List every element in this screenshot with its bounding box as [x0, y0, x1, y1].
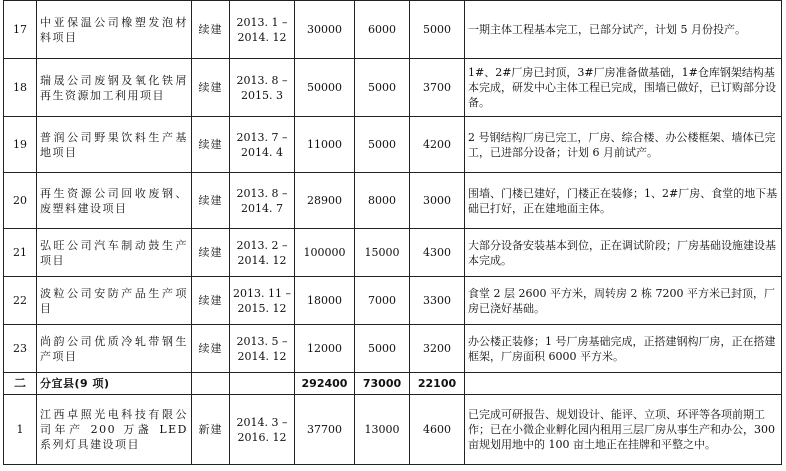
construction-period: 2013. 2 – 2014. 12 [230, 229, 295, 277]
table-row [4, 117, 782, 173]
progress-description: 1#、2#厂房已封顶，3#厂房准备做基础，1#仓库钢架结构基本完成，研发中心主体工程已完成，围墙已做好，已订购部分设备。 [465, 59, 782, 117]
total-investment: 12000 [295, 325, 355, 373]
total-investment: 18000 [295, 277, 355, 325]
empty-cell [192, 373, 230, 395]
total-investment: 28900 [295, 173, 355, 229]
empty-cell [465, 373, 782, 395]
progress-description: 2 号钢结构厂房已完工，厂房、综合楼、办公楼框架、墙体已完工，已进部分设备；计划 6 月前试产。 [465, 117, 782, 173]
construction-type: 续建 [192, 277, 230, 325]
construction-type: 新建 [192, 395, 230, 465]
construction-type: 续建 [192, 117, 230, 173]
construction-period: 2013. 5 – 2014. 12 [230, 325, 295, 373]
planned-investment: 13000 [355, 395, 410, 465]
row-number: 21 [4, 229, 37, 277]
section-row [4, 373, 782, 395]
row-number: 17 [4, 1, 37, 59]
planned-investment: 15000 [355, 229, 410, 277]
completed-investment: 3200 [410, 325, 465, 373]
construction-type: 续建 [192, 229, 230, 277]
construction-period: 2014. 3 – 2016. 12 [230, 395, 295, 465]
table-row [4, 325, 782, 373]
row-number: 23 [4, 325, 37, 373]
progress-description: 已完成可研报告、规划设计、能评、立项、环评等各项前期工作；已在小微企业孵化园内租用三层厂房从事生产和办公，300 亩规划用地中的 100 亩土地正在挂牌和平整之中。 [465, 395, 782, 465]
completed-investment: 4300 [410, 229, 465, 277]
completed-investment: 3300 [410, 277, 465, 325]
planned-investment: 5000 [355, 325, 410, 373]
section-completed-investment: 22100 [410, 373, 465, 395]
section-total-investment: 292400 [295, 373, 355, 395]
project-table [3, 0, 782, 465]
row-number: 1 [4, 395, 37, 465]
row-number: 18 [4, 59, 37, 117]
total-investment: 100000 [295, 229, 355, 277]
construction-type: 续建 [192, 59, 230, 117]
planned-investment: 8000 [355, 173, 410, 229]
planned-investment: 5000 [355, 59, 410, 117]
planned-investment: 6000 [355, 1, 410, 59]
section-number: 二 [4, 373, 37, 395]
project-name: 弘旺公司汽车制动鼓生产项目 [37, 229, 192, 277]
planned-investment: 7000 [355, 277, 410, 325]
row-number: 19 [4, 117, 37, 173]
completed-investment: 3700 [410, 59, 465, 117]
progress-description: 围墙、门楼已建好，门楼正在装修；1、2#厂房、食堂的地下基础已打好，正在建地面主体。 [465, 173, 782, 229]
progress-description: 大部分设备安装基本到位，正在调试阶段；厂房基础设施建设基本完成。 [465, 229, 782, 277]
construction-type: 续建 [192, 173, 230, 229]
planned-investment: 5000 [355, 117, 410, 173]
section-name: 分宜县(9 项) [37, 373, 192, 395]
construction-period: 2013. 8 – 2014. 7 [230, 173, 295, 229]
construction-period: 2013. 11 – 2015. 12 [230, 277, 295, 325]
row-number: 22 [4, 277, 37, 325]
progress-description: 办公楼正装修；1 号厂房基础完成，正搭建钢构厂房，正在搭建框架，厂房面积 6000 平方米。 [465, 325, 782, 373]
project-name: 江西卓照光电科技有限公司年产 200 万盏 LED 系列灯具建设项目 [37, 395, 192, 465]
project-name: 再生资源公司回收废钢、废塑料建设项目 [37, 173, 192, 229]
table-row [4, 1, 782, 59]
project-name: 尚韵公司优质冷轧带钢生产项目 [37, 325, 192, 373]
total-investment: 50000 [295, 59, 355, 117]
project-name: 波粒公司安防产品生产项目 [37, 277, 192, 325]
construction-type: 续建 [192, 1, 230, 59]
completed-investment: 3000 [410, 173, 465, 229]
progress-description: 一期主体工程基本完工，已部分试产，计划 5 月份投产。 [465, 1, 782, 59]
table-row [4, 277, 782, 325]
completed-investment: 4600 [410, 395, 465, 465]
construction-period: 2013. 1 – 2014. 12 [230, 1, 295, 59]
table-row [4, 229, 782, 277]
construction-period: 2013. 7 – 2014. 4 [230, 117, 295, 173]
construction-type: 续建 [192, 325, 230, 373]
empty-cell [230, 373, 295, 395]
table-row [4, 173, 782, 229]
progress-description: 食堂 2 层 2600 平方米，周转房 2 栋 7200 平方米已封顶，厂房已浇好基础。 [465, 277, 782, 325]
completed-investment: 5000 [410, 1, 465, 59]
completed-investment: 4200 [410, 117, 465, 173]
construction-period: 2013. 8 – 2015. 3 [230, 59, 295, 117]
table-row [4, 395, 782, 465]
project-name: 普润公司野果饮料生产基地项目 [37, 117, 192, 173]
project-name: 瑞晟公司废钢及氧化铁屑再生资源加工利用项目 [37, 59, 192, 117]
section-planned-investment: 73000 [355, 373, 410, 395]
table-row [4, 59, 782, 117]
row-number: 20 [4, 173, 37, 229]
total-investment: 37700 [295, 395, 355, 465]
total-investment: 30000 [295, 1, 355, 59]
total-investment: 11000 [295, 117, 355, 173]
project-name: 中亚保温公司橡塑发泡材料项目 [37, 1, 192, 59]
